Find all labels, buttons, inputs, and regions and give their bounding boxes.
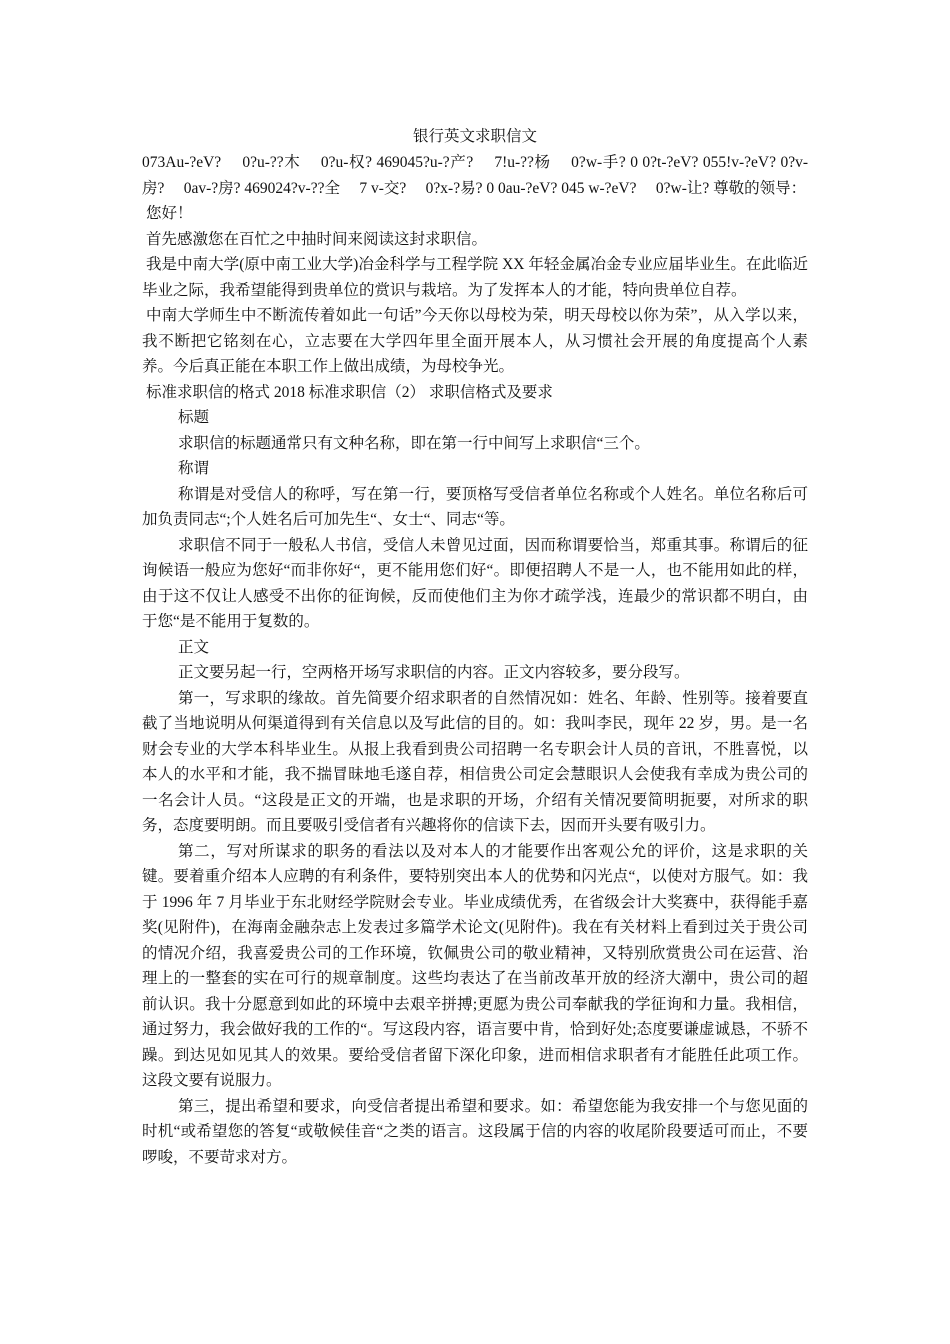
paragraph: 称谓是对受信人的称呼，写在第一行，要顶格写受信者单位名称或个人姓名。单位名称后可加负责同志“;个人姓名后可加先生“、女士“、同志“等。 [142, 485, 808, 528]
document-body [142, 150, 808, 1170]
subheading-body: 正文 [178, 638, 210, 656]
subheading-salutation: 称谓 [178, 460, 210, 477]
paragraph: 首先感激您在百忙之中抽时间来阅读这封求职信。 [146, 230, 488, 248]
paragraph: 第一，写求职的缘故。首先简要介绍求职者的自然情况如：姓名、年龄、性别等。接着要直截了当地说明从何渠道得到有关信息以及写此信的目的。如：我叫李民，现年 22 岁，男。是一名财会专业的大学本科毕业生。从报上我看到贵公司招聘一名专职会计人员的音讯，不胜喜悦，以本人的水平和才能，我不揣冒昧地毛遂自荐，相信贵公司定会慧眼识人会使我有幸成为贵公司的一名会计人员。“这段是正文的开端，也是求职的开场，介绍有关情况要简明扼要，对所求的职务，态度要明朗。而且要吸引受信者有兴趣将你的信读下去，因而开头要有吸引力。 [142, 689, 808, 834]
paragraph: 第三，提出希望和要求，向受信者提出希望和要求。如：希望您能为我安排一个与您见面的时机“或希望您的答复“或敬候佳音“之类的语言。这段属于信的内容的收尾阶段要适可而止，不要啰唆，不要苛求对方。 [142, 1097, 808, 1166]
section-heading: 标准求职信的格式 2018 标准求职信（2） 求职信格式及要求 [146, 383, 553, 401]
paragraph: 第二，写对所谋求的职务的看法以及对本人的才能要作出客观公允的评价，这是求职的关键。要着重介绍本人应聘的有利条件，要特别突出本人的优势和闪光点“，以使对方服气。如：我于 1996 年 7 月毕业于东北财经学院财会专业。毕业成绩优秀，在省级会计大奖赛中，获得能手嘉奖(见附件)，在海南金融杂志上发表过多篇学术论文(见附件)。我在有关材料上看到过关于贵公司的情况介绍，我喜爱贵公司的工作环境，钦佩贵公司的敬业精神，又特别欣赏贵公司在运营、治理上的一整套的实在可行的规章制度。这些均表达了在当前改革开放的经济大潮中，贵公司的超前认识。我十分愿意到如此的环境中去艰辛拼搏;更愿为贵公司奉献我的学征询和力量。我相信，通过努力，我会做好我的工作的“。写这段内容，语言要中肯，恰到好处;态度要谦虚诚恳，不骄不躁。到达见如见其人的效果。要给受信者留下深化印象，进而相信求职者有才能胜任此项工作。这段文要有说服力。 [142, 842, 808, 1089]
subheading-title: 标题 [178, 409, 210, 426]
document-title: 银行英文求职信文 [412, 128, 537, 145]
header-code-paragraph: 073Au-?eV? 0?u-??木 0?u-权? 469045?u-?产? 7!u-??杨 0?w-手? 0 0?t-?eV? 055!v-?eV? 0?v-房? 0av-?房? 469024?v-??全 7 v-交? 0?x-?易? 0 0au-?eV? 045 w-?eV? 0?w-让? 尊敬的领导： [142, 154, 808, 197]
greeting: 您好！ [146, 205, 193, 222]
paragraph: 我是中南大学(原中南工业大学)冶金科学与工程学院 XX 年轻金属冶金专业应届毕业生。在此临近毕业之际，我希望能得到贵单位的赏识与栽培。为了发挥本人的才能，特向贵单位自荐。 [142, 256, 808, 299]
paragraph: 求职信的标题通常只有文种名称，即在第一行中间写上求职信“三个。 [178, 434, 650, 452]
paragraph: 中南大学师生中不断流传着如此一句话”今天你以母校为荣，明天母校以你为荣”，从入学以来，我不断把它铭刻在心，立志要在大学四年里全面开展本人，从习惯社会开展的角度提高个人素养。今后真正能在本职工作上做出成绩，为母校争光。 [142, 307, 808, 375]
paragraph: 正文要另起一行，空两格开场写求职信的内容。正文内容较多，要分段写。 [178, 664, 690, 681]
paragraph: 求职信不同于一般私人书信，受信人未曾见过面，因而称谓要恰当，郑重其事。称谓后的征询候语一般应为您好“而非你好“，更不能用您们好“。即便招聘人不是一人，也不能用如此的样，由于这不仅让人感受不出你的征询候，反而使他们主为你才疏学浅，连最少的常识都不明白，由于您“是不能用于复数的。 [142, 536, 808, 630]
